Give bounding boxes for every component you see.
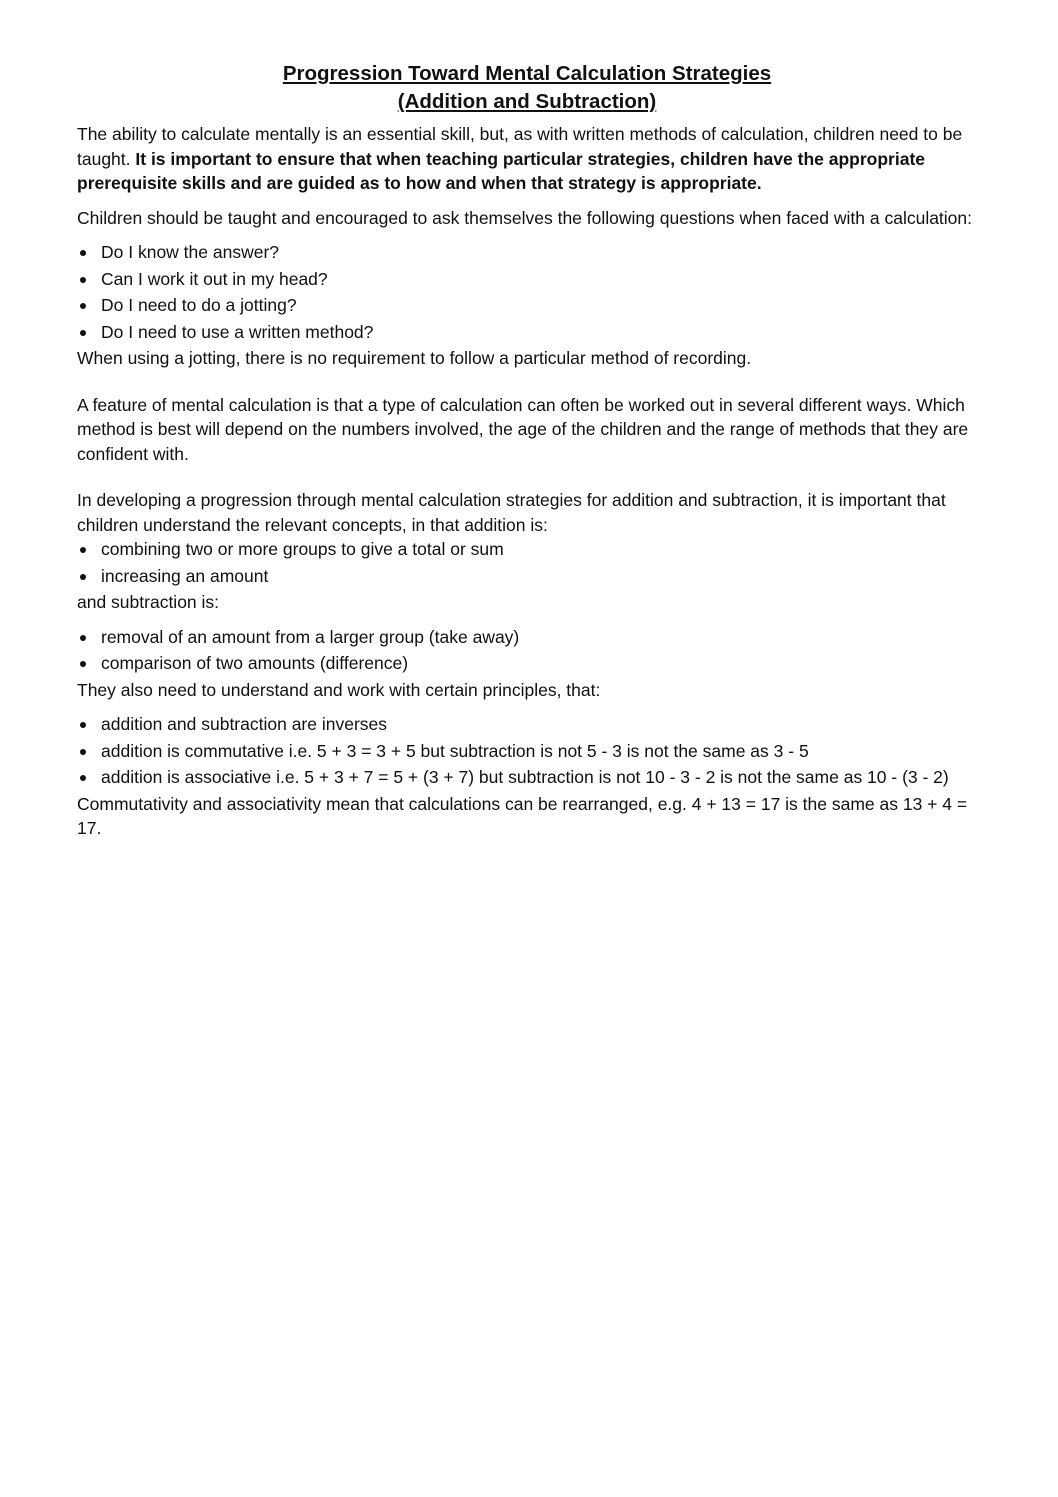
bullet-icon bbox=[80, 635, 86, 641]
list-item bbox=[77, 765, 977, 790]
subtraction-intro: and subtraction is: bbox=[77, 592, 220, 612]
principles-intro: They also need to understand and work with certain principles, that: bbox=[77, 679, 601, 700]
feature-note: A feature of mental calculation is that a type of calculation can often be worked out in several different ways. Which method is best will depend on the numbers involved, the age of the children and the range of methods that they are confident with. bbox=[77, 394, 969, 464]
list-item bbox=[77, 712, 977, 737]
document-body bbox=[77, 60, 977, 841]
questions-intro: Children should be taught and encouraged to ask themselves the following questions when faced with a calculation: bbox=[77, 207, 973, 228]
intro-bold-text: It is important to ensure that when teaching particular strategies, children have the appropriate prerequisite skills and are guided as to how and when that strategy is appropriate. bbox=[77, 148, 926, 193]
principles-list bbox=[77, 712, 977, 790]
list-item bbox=[77, 293, 977, 318]
list-item bbox=[77, 240, 977, 265]
list-item bbox=[77, 320, 977, 345]
subtraction-concepts-list bbox=[77, 625, 977, 676]
title-line-2: (Addition and Subtraction) bbox=[397, 90, 657, 113]
bullet-icon bbox=[80, 250, 86, 256]
list-item-text: combining two or more groups to give a total or sum bbox=[101, 539, 504, 559]
jotting-note: When using a jotting, there is no requirement to follow a particular method of recording. bbox=[77, 348, 752, 368]
bullet-icon bbox=[80, 775, 86, 781]
list-item bbox=[77, 267, 977, 292]
list-item-text: Can I work it out in my head? bbox=[101, 268, 328, 289]
list-item-text: Do I need to use a written method? bbox=[101, 321, 374, 342]
list-item bbox=[77, 625, 977, 650]
bullet-icon bbox=[80, 749, 86, 755]
list-item bbox=[77, 537, 977, 562]
list-item bbox=[77, 651, 977, 676]
list-item-text: increasing an amount bbox=[101, 565, 269, 586]
intro-paragraph bbox=[77, 122, 977, 196]
list-item-text: addition is commutative i.e. 5 + 3 = 3 + 5 but subtraction is not 5 - 3 is not the same as 3 - 5 bbox=[101, 740, 809, 761]
list-item-text: Do I know the answer? bbox=[101, 242, 280, 262]
list-item-text: addition and subtraction are inverses bbox=[101, 714, 388, 734]
intro-plain-text: The ability to calculate mentally is an essential skill, but, as with written methods of calculation, children need to be taught. bbox=[77, 124, 963, 169]
page-title bbox=[77, 60, 977, 116]
list-item-text: addition is associative i.e. 5 + 3 + 7 = 5 + (3 + 7) but subtraction is not 10 - 3 - 2 is not the same as 10 - (3 - 2) bbox=[101, 767, 949, 787]
list-item bbox=[77, 564, 977, 589]
list-item-text: Do I need to do a jotting? bbox=[101, 295, 297, 315]
list-item-text: removal of an amount from a larger group (take away) bbox=[101, 626, 520, 647]
title-line-1: Progression Toward Mental Calculation Strategies bbox=[282, 62, 772, 85]
list-item bbox=[77, 739, 977, 764]
bullet-icon bbox=[80, 303, 86, 309]
bullet-icon bbox=[80, 547, 86, 553]
addition-concepts-list bbox=[77, 537, 977, 588]
bullet-icon bbox=[80, 277, 86, 283]
bullet-icon bbox=[80, 722, 86, 728]
progression-intro: In developing a progression through mental calculation strategies for addition and subtraction, it is important that children understand the relevant concepts, in that addition is: bbox=[77, 490, 946, 535]
questions-list bbox=[77, 240, 977, 344]
bullet-icon bbox=[80, 574, 86, 580]
list-item-text: comparison of two amounts (difference) bbox=[101, 653, 409, 673]
conclusion-paragraph: Commutativity and associativity mean that calculations can be rearranged, e.g. 4 + 13 = 17 is the same as 13 + 4 = 17. bbox=[77, 793, 968, 838]
bullet-icon bbox=[80, 661, 86, 667]
bullet-icon bbox=[80, 330, 86, 336]
